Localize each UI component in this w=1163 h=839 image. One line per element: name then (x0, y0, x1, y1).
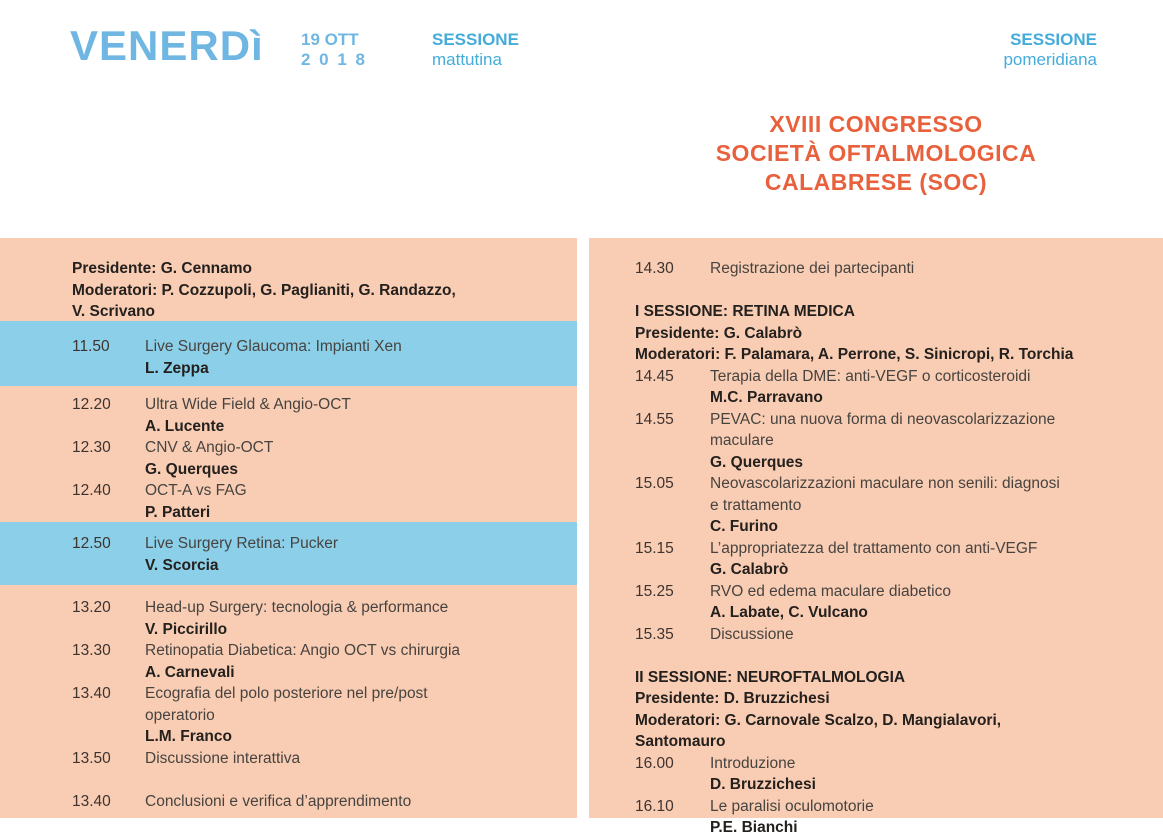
item-title: Retinopatia Diabetica: Angio OCT vs chirurgia (145, 642, 461, 659)
congress-title-line-1: XVIII CONGRESSO (769, 111, 983, 137)
schedule-item (72, 394, 577, 437)
schedule-item (635, 366, 1163, 409)
schedule-item-closing (72, 791, 577, 813)
moderators-line-cont: V. Scrivano (72, 303, 156, 320)
session1-moderators: Moderatori: F. Palamara, A. Perrone, S. Sinicropi, R. Torchia (635, 346, 1074, 363)
afternoon-session-subtitle: pomeridiana (1003, 50, 1097, 69)
schedule-item (72, 683, 577, 748)
item-time: 13.20 (72, 599, 111, 616)
morning-session-label (432, 30, 519, 70)
session2-title: II SESSIONE: NEUROFTALMOLOGIA (635, 668, 906, 686)
item-speaker: A. Lucente (145, 417, 225, 435)
item-title-line-1: Ecografia del polo posteriore nel pre/post (145, 685, 428, 702)
item-time: 12.20 (72, 396, 111, 413)
item-title: Conclusioni e verifica d’apprendimento (145, 792, 412, 810)
item-speaker: L.M. Franco (145, 728, 232, 745)
item-time: 12.50 (72, 535, 111, 552)
item-title: Introduzione (710, 754, 796, 772)
schedule-item (635, 538, 1163, 581)
session2-header (635, 667, 1163, 753)
item-title-line-2: e trattamento (710, 496, 802, 514)
item-time: 12.40 (72, 482, 111, 499)
page-day-title: VENERDì (70, 22, 264, 69)
schedule-item (72, 640, 577, 683)
item-time: 16.00 (635, 754, 674, 772)
date-line-1: 19 OTT (301, 30, 359, 49)
item-title-line-2: maculare (710, 432, 774, 449)
item-time: 13.50 (72, 749, 111, 767)
item-time: 15.35 (635, 625, 674, 643)
session2-moderators-cont: Santomauro (635, 733, 726, 750)
schedule-item (635, 624, 1163, 646)
session1-title: I SESSIONE: RETINA MEDICA (635, 303, 855, 320)
date-line-2: 2 0 1 8 (301, 50, 367, 69)
item-title: Head-up Surgery: tecnologia & performance (145, 599, 449, 616)
congress-title (589, 110, 1163, 197)
item-speaker: M.C. Parravano (710, 389, 823, 406)
congress-title-line-2: SOCIETÀ OFTALMOLOGICA (715, 140, 1037, 166)
item-time: 14.30 (635, 260, 674, 277)
schedule-item (635, 753, 1163, 796)
schedule-item (635, 796, 1163, 839)
item-title: L’appropriatezza del trattamento con anti-VEGF (710, 539, 1038, 557)
schedule-item (72, 533, 577, 576)
item-title: OCT-A vs FAG (145, 482, 247, 499)
item-time: 11.50 (72, 338, 110, 355)
item-speaker: L. Zeppa (145, 359, 209, 377)
schedule-item (635, 581, 1163, 624)
schedule-item (635, 473, 1163, 538)
morning-program-panel (0, 238, 577, 818)
item-title: CNV & Angio-OCT (145, 439, 274, 456)
item-speaker: G. Querques (710, 453, 804, 471)
item-time: 12.30 (72, 439, 111, 456)
morning-session-subtitle: mattutina (432, 50, 502, 69)
session1-president: Presidente: G. Calabrò (635, 324, 803, 342)
item-title-line-2: operatorio (145, 706, 215, 724)
item-time: 13.40 (72, 685, 111, 702)
morning-session-title: SESSIONE (432, 30, 519, 49)
schedule-item (635, 409, 1163, 474)
morning-chairs-block (0, 238, 577, 321)
item-title: Terapia della DME: anti-VEGF o corticosteroidi (710, 367, 1031, 385)
item-title: RVO ed edema maculare diabetico (710, 582, 951, 600)
moderators-line: Moderatori: P. Cozzupoli, G. Paglianiti, G. Randazzo, (72, 281, 456, 299)
item-title: Ultra Wide Field & Angio-OCT (145, 396, 351, 413)
item-title-line-1: PEVAC: una nuova forma di neovascolarizzazione (710, 410, 1056, 428)
item-time: 14.45 (635, 367, 674, 385)
schedule-item (72, 597, 577, 640)
afternoon-session-title: SESSIONE (1010, 30, 1097, 49)
schedule-item (72, 748, 577, 770)
item-time: 15.15 (635, 539, 674, 557)
session1-header (635, 301, 1163, 366)
highlighted-live-surgery-glaucoma-row (0, 321, 577, 386)
congress-title-line-3: CALABRESE (SOC) (764, 169, 988, 195)
item-speaker: D. Bruzzichesi (710, 776, 816, 793)
item-time: 15.05 (635, 475, 674, 492)
item-speaker: G. Calabrò (710, 561, 789, 578)
page-date (301, 30, 367, 70)
item-time: 16.10 (635, 797, 674, 815)
item-speaker: P.E. Bianchi (710, 819, 798, 836)
afternoon-program-panel (589, 238, 1163, 836)
item-speaker: P. Patteri (145, 503, 211, 521)
afternoon-session-label (1003, 30, 1097, 70)
item-title: Registrazione dei partecipanti (710, 260, 915, 277)
item-title: Live Surgery Retina: Pucker (145, 535, 338, 552)
item-title: Live Surgery Glaucoma: Impianti Xen (145, 338, 402, 355)
item-speaker: G. Querques (145, 460, 239, 478)
item-time: 15.25 (635, 582, 674, 600)
item-title-line-1: Neovascolarizzazioni maculare non senili: diagnosi (710, 475, 1060, 492)
session2-moderators: Moderatori: G. Carnovale Scalzo, D. Mangialavori, (635, 711, 1002, 729)
morning-block-imaging (0, 386, 577, 522)
item-speaker: A. Labate, C. Vulcano (710, 604, 868, 621)
item-title: Discussione interattiva (145, 749, 301, 767)
session2-president: Presidente: D. Bruzzichesi (635, 690, 830, 707)
item-speaker: C. Furino (710, 518, 779, 535)
item-speaker: V. Scorcia (145, 556, 219, 574)
item-speaker: A. Carnevali (145, 663, 235, 681)
item-speaker: V. Piccirillo (145, 620, 228, 638)
president-line: Presidente: G. Cennamo (72, 260, 253, 277)
item-title: Le paralisi oculomotorie (710, 797, 874, 815)
item-time: 14.55 (635, 410, 674, 428)
item-time: 13.40 (72, 792, 111, 810)
item-title: Discussione (710, 625, 794, 643)
schedule-item (72, 480, 577, 523)
morning-block-surgery (0, 585, 577, 812)
schedule-item (72, 336, 577, 379)
schedule-item (72, 437, 577, 480)
schedule-item-registration (635, 258, 1163, 280)
highlighted-live-surgery-retina-row (0, 522, 577, 585)
item-time: 13.30 (72, 642, 111, 659)
